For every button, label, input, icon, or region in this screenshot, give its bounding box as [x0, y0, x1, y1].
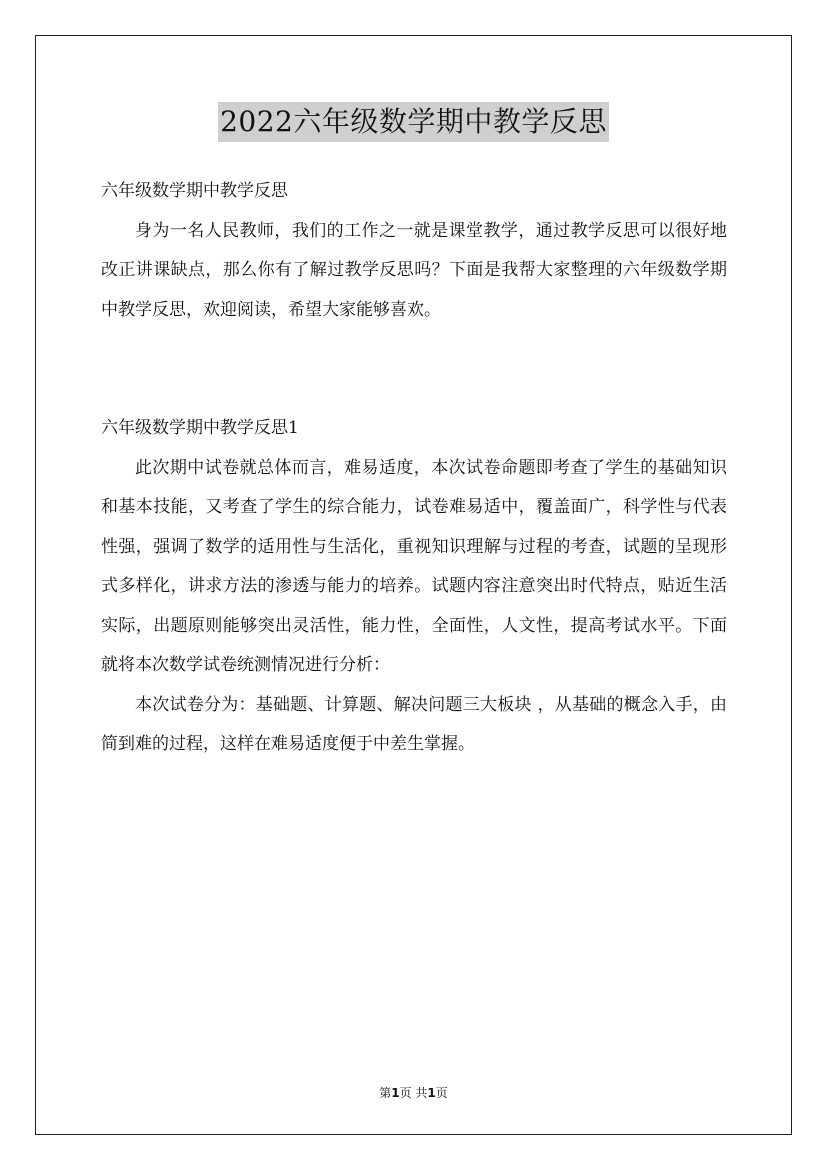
section1-paragraph-1: 此次期中试卷就总体而言，难易适度，本次试卷命题即考查了学生的基础知识和基本技能，又考查了学生的综合能力，试卷难易适中，覆盖面广，科学性与代表性强，强调了数学的适用性与生活化，重视知识理解与过程的考查，试题的呈现形式多样化，讲求方法的渗透与能力的培养。试题内容注意突出时代特点，贴近生活实际，出题原则能够突出灵活性，能力性，全面性，人文性，提高考试水平。下面就将本次数学试卷统测情况进行分析： — [101, 457, 727, 675]
page-footer — [0, 1084, 827, 1101]
section1-heading: 六年级数学期中教学反思1 — [101, 418, 299, 438]
document-body — [101, 172, 727, 765]
section-spacer — [101, 330, 727, 409]
footer-page-total: 1 — [427, 1086, 436, 1100]
footer-page-suffix: 页 共 — [399, 1086, 428, 1100]
intro-paragraph: 身为一名人民教师，我们的工作之一就是课堂教学，通过教学反思可以很好地改正讲课缺点，那么你有了解过教学反思吗？下面是我帮大家整理的六年级数学期中教学反思，欢迎阅读，希望大家能够喜欢。 — [101, 220, 727, 320]
document-title: 2022六年级数学期中教学反思 — [218, 102, 609, 142]
subtitle-heading: 六年级数学期中教学反思 — [101, 181, 288, 201]
footer-page-end: 页 — [435, 1086, 448, 1100]
title-container — [0, 102, 827, 142]
footer-page-prefix: 第 — [379, 1086, 392, 1100]
footer-page-current: 1 — [391, 1086, 400, 1100]
section1-paragraph-2: 本次试卷分为：基础题、计算题、解决问题三大板块 ，从基础的概念入手，由简到难的过程，这样在难易适度便于中差生掌握。 — [101, 694, 727, 754]
